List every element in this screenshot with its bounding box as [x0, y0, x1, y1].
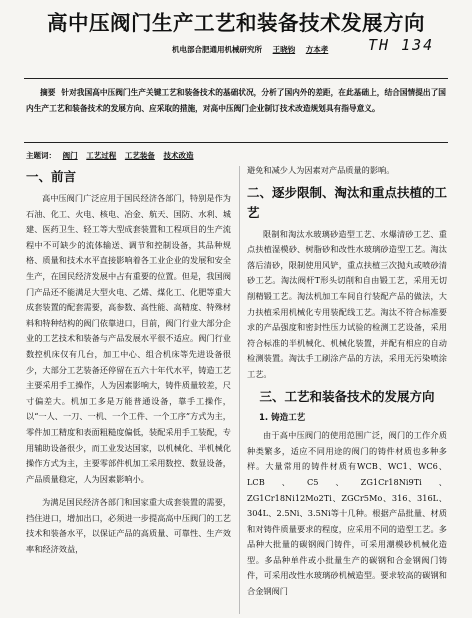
- paragraph: 避免和减少人为因素对产品质量的影响。: [247, 165, 395, 175]
- keywords: [26, 150, 200, 161]
- divider-top: [24, 78, 448, 79]
- section-heading-introduction: 一、前言: [26, 169, 77, 184]
- divider-bottom: [24, 142, 448, 143]
- section-heading-restrict: 二、逐步限制、淘汰和重点扶植的工艺: [247, 184, 448, 220]
- paragraph: 由于高中压阀门的使用范围广泛，阀门的工作介质种类繁多，适应不同用途的阀门的铸件材质也多种多样。大量常用的铸件材质有WCB、WC1、WC6、LCB、C5、ZG1Cr18Ni9Ti、ZG1Cr18Ni12Mo2Ti、ZGCr5Mo、316、316L、304L、2.5Ni、3.5Ni等十几种。根据产品批量、材质和对铸件质量要求的程度，应采用不同的造型工艺。多品种大批量的碳钢阀门铸件，可采用潮模砂机械化造型。多品种单件或小批量生产的碳钢和合金钢阀门铸件，可采用改性水玻璃砂机械造型。要求较高的碳钢和合金钢阀门: [247, 430, 447, 597]
- keyword-item: 技术改造: [163, 151, 194, 160]
- handwritten-classification-note: TH 134: [368, 36, 435, 54]
- subsection-heading-casting: 1. 铸造工艺: [259, 412, 306, 423]
- keyword-item: 阀门: [62, 151, 78, 160]
- author-2: 方本孝: [305, 45, 329, 54]
- keyword-item: 工艺过程: [86, 151, 117, 160]
- right-column: [247, 163, 447, 600]
- column-divider: [239, 166, 240, 614]
- abstract-label: 摘要: [40, 88, 56, 97]
- abstract-text: 针对我国高中压阀门生产关键工艺和装备技术的基础状况，分析了国内外的差距，在此基础上，结合国情提出了国内生产工艺和装备技术的发展方向、应采取的措施，对高中压阀门企业制订技术改造规划具有指导意义。: [26, 88, 446, 113]
- article-title: 高中压阀门生产工艺和装备技术发展方向: [47, 11, 425, 35]
- left-column: [26, 163, 231, 558]
- affiliation: 机电部合肥通用机械研究所: [172, 45, 262, 54]
- section-heading-development: 三、工艺和装备技术的发展方向: [259, 388, 435, 404]
- abstract: [26, 85, 446, 117]
- byline: [172, 44, 328, 55]
- author-1: 王晓钧: [272, 45, 296, 54]
- paragraph: 限制和淘汰水玻璃砂造型工艺、水爆清砂工艺、重点扶植湿模砂、树脂砂和改性水玻璃砂造型工艺。淘汰落后清砂，限制使用风铲，重点扶植三次抛丸或喷砂清砂工艺。淘汰阀杆T形头切削和自由锻工艺，采用无切削精锻工艺。淘汰机加工车间自行装配产品的做法，大力扶植采用机械化专用装配线工艺。淘汰不符合标准要求的产品强度和密封性压力试验的检测工艺设备，采用符合标准的半机械化、机械化装置，并配有相应的自动检测装置。淘汰手工刷涂产品的方法，采用无污染喷涂工艺。: [247, 228, 447, 379]
- paragraph: 高中压阀门广泛应用于国民经济各部门，特别是作为石油、化工、火电、核电、冶金、航天、国防、水利、城建、医药卫生、轻工等大型成套装置和工程项目的生产流程中不可缺少的流体输送、调节和控制设备，其品种规格、质量和技术水平直接影响着各工业企业的发展和安全生产，在国民经济发展中占有重要的位置。但是，我国阀门产品还不能满足大型火电、乙烯、煤化工、化肥等重大成套装置的配套需要，高参数、高性能、高精度、特殊材料和特种结构的阀门依靠进口，目前，阀门行业大部分企业的工艺技术和装备与产品发展水平很不适应。阀门行业数控机床仅有几台，加工中心、组合机床等先进设备很少，大部分工艺装备还停留在五六十年代水平，铸造工艺主要采用手工操作，人为因素影响大，铸件质量较差，尺寸偏差大。机加工多是万能普通设备，靠手工操作，以“一人、一刀、一机、一个工件、一个工序”方式为主，零件加工精度和表面粗糙度偏低，装配采用手工装配，专用辅助设备很少，而工业发达国家，以机械化、半机械化操作方式为主，主要零部件机加工采用数控、数显设备，产品质量稳定，人为因素影响小。: [26, 193, 231, 484]
- keyword-item: 工艺装备: [124, 151, 155, 160]
- keywords-label: 主题词：: [26, 151, 56, 160]
- paragraph: 为满足国民经济各部门和国家重大成套装置的需要，挡住进口，增加出口，必须进一步提高高中压阀门的工艺技术和装备水平，以保证产品的高质量、可靠性、生产效率和经济效益，: [26, 497, 231, 555]
